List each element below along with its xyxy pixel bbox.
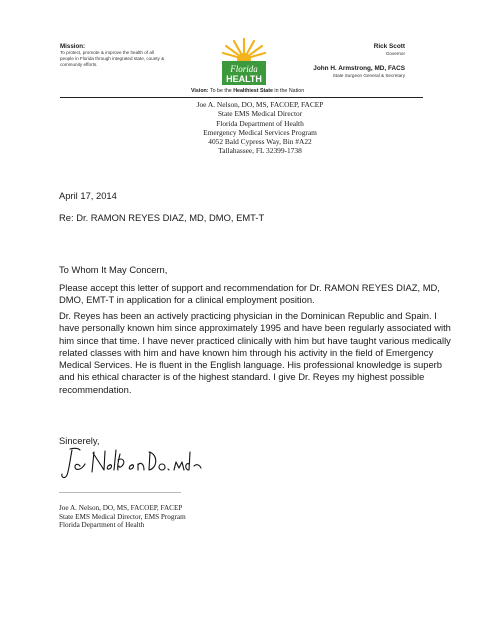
letter-date: April 17, 2014 [59, 190, 117, 201]
salutation: To Whom It May Concern, [59, 264, 168, 275]
vision-text-bold: Healthiest State [233, 88, 273, 94]
governor-title: Governor [385, 51, 405, 56]
paragraph-2: Dr. Reyes has been an actively practicing physician in the Dominican Republic and Spain. I have personally known him since approximately 1995 and have been regularly associated with him since that time. I have never practiced clinically with him but have taught various medically related classes with him and have known him through his activity in the field of Emergency Medical Services. He is fluent in the English language. His professional knowledge is superb and his ethical character is of the highest standard. I give Dr. Reyes my highest possible recommendation. [59, 310, 451, 395]
secretary-title: State Surgeon General & Secretary [332, 73, 405, 78]
signer-title: State EMS Medical Director, EMS Program [59, 512, 186, 521]
vision-text-before: To be the [208, 88, 234, 94]
vision-statement [191, 88, 304, 94]
handwritten-signature [58, 442, 208, 482]
signer-name: Joe A. Nelson, DO, MS, FACOEP, FACEP [59, 504, 183, 512]
letterhead-divider [60, 97, 423, 98]
governor-name: Rick Scott [373, 43, 405, 50]
sender-address [140, 100, 380, 156]
sender-city: Tallahassee, FL 32399-1738 [218, 146, 302, 156]
sender-street: 4052 Bald Cypress Way, Bin #A22 [208, 137, 312, 147]
vision-text-after: in the Nation [272, 88, 305, 94]
mission-label: Mission: [60, 43, 86, 50]
logo-text-health: HEALTH [226, 74, 262, 84]
secretary-name: John H. Armstrong, MD, FACS [313, 65, 405, 72]
signature-block [59, 504, 186, 530]
sender-name: Joe A. Nelson, DO, MS, FACOEP, FACEP [196, 100, 324, 109]
closing: Sincerely, [59, 435, 100, 446]
sender-title: State EMS Medical Director [217, 109, 303, 119]
logo-text-florida: Florida [230, 64, 258, 74]
sender-department: Florida Department of Health [216, 118, 304, 128]
vision-label: Vision: [191, 88, 209, 94]
mission-statement: To protect, promote & improve the health of all people in Florida through integrated state, county & community efforts. [60, 50, 165, 68]
florida-health-logo [219, 37, 269, 87]
sender-program: Emergency Medical Services Program [203, 127, 317, 137]
paragraph-1: Please accept this letter of support and recommendation for Dr. RAMON REYES DIAZ, MD, DMO, EMT-T in application for a clinical employment position. [59, 282, 440, 306]
subject-line: Re: Dr. RAMON REYES DIAZ, MD, DMO, EMT-T [59, 212, 265, 223]
signer-department: Florida Department of Health [59, 521, 145, 530]
signature-divider [59, 492, 181, 493]
